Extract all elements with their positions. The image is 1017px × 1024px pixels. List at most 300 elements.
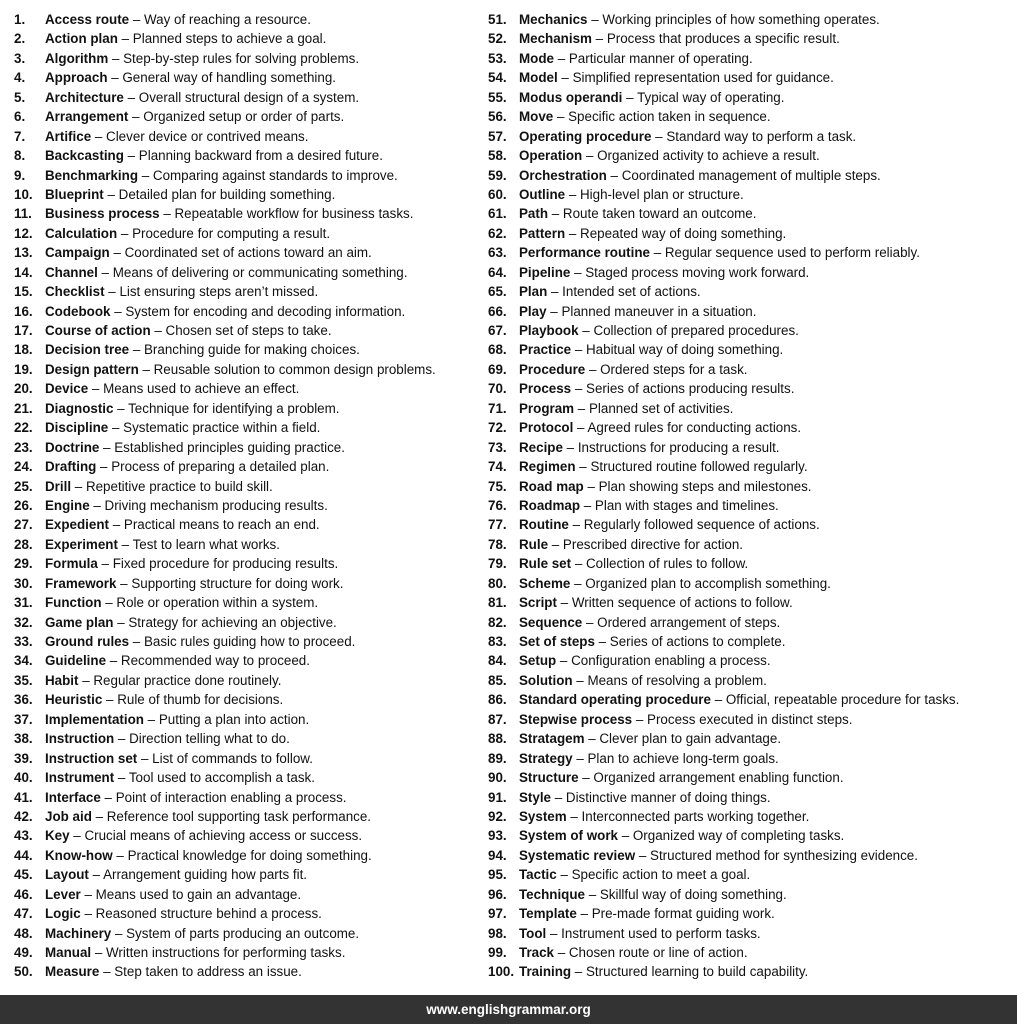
item-term: Formula [45, 556, 98, 572]
item-separator: – [583, 478, 599, 494]
item-term: Stratagem [519, 731, 585, 747]
item-term: Move [519, 109, 554, 125]
item-term: System of work [519, 828, 618, 844]
item-separator: – [548, 206, 563, 222]
list-item [488, 515, 1013, 534]
list-item [14, 846, 484, 865]
list-item [14, 88, 484, 107]
footer-website: www.englishgrammar.org [426, 1002, 591, 1017]
item-separator: – [570, 264, 586, 280]
item-definition: Reasoned structure behind a process. [95, 906, 322, 922]
item-term: Rule [519, 536, 549, 552]
list-item [14, 399, 484, 418]
item-number: 71. [488, 400, 507, 416]
item-term: Function [45, 595, 102, 611]
item-definition: Simplified representation used for guidance. [572, 70, 834, 86]
item-number: 27. [14, 517, 33, 533]
item-number: 99. [488, 945, 507, 960]
item-number: 53. [488, 50, 507, 66]
item-term: Plan [519, 284, 548, 300]
item-term: Mode [519, 50, 554, 66]
item-definition: Official, repeatable procedure for tasks. [725, 692, 960, 708]
item-definition: Tool used to accomplish a task. [128, 770, 315, 786]
item-separator: – [113, 400, 129, 416]
item-definition: Means used to achieve an effect. [103, 381, 300, 397]
list-item [488, 10, 1013, 29]
item-definition: Prescribed directive for action. [562, 536, 744, 552]
item-separator: – [571, 381, 587, 397]
item-number: 4. [14, 70, 26, 86]
item-term: Expedient [45, 517, 109, 533]
list-item [488, 418, 1013, 437]
list-item [488, 710, 1013, 729]
item-number: 95. [488, 867, 507, 883]
item-term: Mechanism [519, 31, 592, 47]
item-term: Lever [45, 886, 81, 902]
list-item [14, 107, 484, 126]
item-definition: Plan showing steps and milestones. [598, 478, 812, 494]
item-term: Instrument [45, 770, 115, 786]
list-item [14, 282, 484, 301]
list-item [14, 574, 484, 593]
list-item [14, 943, 484, 962]
item-separator: – [113, 614, 129, 630]
item-separator: – [591, 31, 607, 47]
item-number: 33. [14, 634, 33, 649]
item-definition: Supporting structure for doing work. [131, 575, 344, 591]
item-separator: – [710, 692, 726, 708]
item-number: 66. [488, 303, 507, 319]
item-term: Doctrine [45, 439, 100, 455]
item-number: 57. [488, 128, 507, 144]
list-item [14, 768, 484, 787]
item-term: Practice [519, 342, 572, 358]
item-term: Guideline [45, 653, 107, 669]
item-definition: Crucial means of achieving access or success. [84, 828, 363, 844]
item-term: Backcasting [45, 148, 124, 164]
item-number: 77. [488, 517, 507, 533]
list-item [488, 127, 1013, 146]
item-definition: Regular practice done routinely. [93, 672, 282, 688]
item-definition: Organized setup or order of parts. [143, 109, 345, 125]
item-number: 93. [488, 828, 507, 844]
item-separator: – [89, 497, 105, 513]
list-item [14, 826, 484, 845]
list-item [488, 379, 1013, 398]
item-number: 76. [488, 497, 507, 513]
item-number: 25. [14, 478, 33, 494]
item-separator: – [91, 808, 107, 824]
item-term: Playbook [519, 323, 579, 338]
list-item [488, 613, 1013, 632]
item-number: 91. [488, 789, 507, 805]
item-number: 36. [14, 692, 33, 708]
item-definition: Driving mechanism producing results. [104, 497, 328, 513]
list-item [14, 477, 484, 496]
list-item [488, 924, 1013, 943]
item-separator: – [80, 886, 96, 902]
item-number: 64. [488, 264, 507, 280]
list-item [14, 865, 484, 884]
item-number: 26. [14, 497, 33, 513]
list-item [14, 651, 484, 670]
item-term: Protocol [519, 420, 574, 436]
item-definition: Specific action to meet a goal. [571, 867, 751, 883]
item-number: 83. [488, 634, 507, 649]
item-separator: – [112, 847, 128, 863]
item-number: 88. [488, 731, 507, 747]
list-item [488, 826, 1013, 845]
item-term: Structure [519, 770, 579, 786]
item-separator: – [575, 459, 591, 475]
list-item [14, 593, 484, 612]
item-definition: Organized plan to accomplish something. [585, 575, 831, 591]
item-term: Operating procedure [519, 128, 652, 144]
item-number: 38. [14, 731, 33, 747]
item-definition: Repeatable workflow for business tasks. [174, 206, 414, 222]
item-term: Pipeline [519, 264, 571, 280]
item-definition: Direction telling what to do. [129, 731, 290, 747]
item-definition: Repetitive practice to build skill. [85, 478, 273, 494]
item-separator: – [108, 50, 124, 66]
list-item [14, 515, 484, 534]
item-number: 19. [14, 361, 33, 377]
item-term: Track [519, 945, 554, 960]
item-separator: – [573, 420, 588, 436]
item-term: Standard operating procedure [519, 692, 711, 708]
item-definition: Organized way of completing tasks. [632, 828, 845, 844]
list-item [488, 690, 1013, 709]
item-term: Machinery [45, 925, 112, 941]
item-term: Scheme [519, 575, 571, 591]
item-definition: Habitual way of doing something. [586, 342, 784, 358]
item-separator: – [138, 361, 154, 377]
term-list [0, 10, 1017, 985]
item-separator: – [129, 634, 144, 649]
item-term: Logic [45, 906, 81, 922]
item-term: Channel [45, 264, 98, 280]
item-number: 46. [14, 886, 33, 902]
item-number: 70. [488, 381, 507, 397]
item-number: 35. [14, 672, 33, 688]
item-definition: Instrument used to perform tasks. [561, 925, 761, 941]
item-separator: – [584, 886, 600, 902]
list-item [488, 535, 1013, 554]
item-term: Outline [519, 186, 566, 202]
item-definition: Regular sequence used to perform reliably. [664, 245, 920, 261]
item-term: Pattern [519, 225, 566, 241]
item-number: 22. [14, 420, 33, 436]
item-number: 75. [488, 478, 507, 494]
list-item [488, 651, 1013, 670]
item-separator: – [632, 711, 648, 727]
item-number: 73. [488, 439, 507, 455]
item-separator: – [102, 692, 118, 708]
item-term: Technique [519, 886, 585, 902]
item-term: Heuristic [45, 692, 103, 708]
item-separator: – [606, 167, 622, 183]
item-number: 29. [14, 556, 33, 572]
item-separator: – [71, 478, 86, 494]
item-number: 28. [14, 536, 33, 552]
item-number: 80. [488, 575, 507, 591]
item-definition: List ensuring steps aren’t missed. [119, 284, 319, 300]
list-item [488, 749, 1013, 768]
item-separator: – [91, 128, 107, 144]
item-term: Know-how [45, 847, 113, 863]
item-definition: Technique for identifying a problem. [128, 400, 340, 416]
item-term: Training [519, 964, 572, 980]
item-definition: Ordered steps for a task. [600, 361, 748, 377]
item-term: Action plan [45, 31, 118, 47]
list-item [14, 632, 484, 651]
list-item [488, 49, 1013, 68]
list-item [488, 865, 1013, 884]
item-definition: Interconnected parts working together. [581, 808, 810, 824]
item-number: 44. [14, 847, 33, 863]
list-item [488, 68, 1013, 87]
list-item [488, 477, 1013, 496]
item-number: 48. [14, 925, 33, 941]
item-number: 97. [488, 906, 507, 922]
item-number: 12. [14, 225, 33, 241]
item-definition: General way of handling something. [122, 70, 337, 86]
item-number: 51. [488, 12, 507, 27]
item-separator: – [117, 536, 133, 552]
item-separator: – [568, 517, 584, 533]
list-item [488, 29, 1013, 48]
list-item [488, 885, 1013, 904]
item-definition: Typical way of operating. [637, 89, 785, 105]
item-definition: Plan with stages and timelines. [594, 497, 779, 513]
item-definition: Detailed plan for building something. [118, 186, 336, 202]
item-number: 79. [488, 556, 507, 572]
item-number: 90. [488, 770, 507, 786]
item-number: 55. [488, 89, 507, 105]
item-term: Modus operandi [519, 89, 623, 105]
right-column [488, 10, 1013, 982]
item-definition: Established principles guiding practice. [114, 439, 345, 455]
item-number: 42. [14, 808, 33, 824]
item-term: Road map [519, 478, 584, 494]
item-term: Drafting [45, 459, 97, 475]
item-definition: Collection of prepared procedures. [593, 323, 799, 338]
item-definition: Process executed in distinct steps. [647, 711, 853, 727]
list-item [488, 438, 1013, 457]
item-separator: – [557, 70, 573, 86]
item-definition: Overall structural design of a system. [138, 89, 360, 105]
item-definition: Means used to gain an advantage. [95, 886, 302, 902]
item-number: 100. [488, 964, 515, 980]
item-number: 3. [14, 50, 26, 66]
item-number: 41. [14, 789, 33, 805]
list-item [488, 943, 1013, 962]
item-separator: – [137, 750, 153, 766]
item-term: Play [519, 303, 547, 319]
item-separator: – [578, 323, 594, 338]
list-item [488, 962, 1013, 981]
item-number: 13. [14, 245, 33, 261]
item-separator: – [123, 89, 139, 105]
item-definition: Plan to achieve long-term goals. [587, 750, 779, 766]
list-item [14, 788, 484, 807]
item-number: 56. [488, 109, 507, 125]
item-separator: – [649, 245, 665, 261]
item-definition: Way of reaching a resource. [144, 12, 311, 27]
item-separator: – [97, 264, 113, 280]
item-term: Mechanics [519, 12, 588, 27]
item-number: 18. [14, 342, 33, 358]
item-separator: – [99, 964, 115, 980]
item-definition: Working principles of how something operates. [602, 12, 880, 27]
item-definition: Chosen route or line of action. [568, 945, 748, 960]
item-term: Program [519, 400, 575, 416]
item-separator: – [576, 906, 592, 922]
item-number: 54. [488, 70, 507, 86]
item-separator: – [548, 536, 563, 552]
item-term: Engine [45, 497, 90, 513]
item-term: Campaign [45, 245, 110, 261]
item-definition: Process of preparing a detailed plan. [111, 459, 330, 475]
item-definition: Practical means to reach an end. [123, 517, 320, 533]
item-separator: – [565, 186, 581, 202]
item-separator: – [617, 828, 633, 844]
item-separator: – [582, 148, 598, 164]
item-separator: – [129, 342, 144, 358]
item-definition: Clever plan to gain advantage. [599, 731, 782, 747]
item-definition: Written instructions for performing tasks. [106, 945, 346, 960]
item-separator: – [571, 342, 587, 358]
item-number: 37. [14, 711, 33, 727]
item-number: 59. [488, 167, 507, 183]
list-item [14, 10, 484, 29]
item-definition: Chosen set of steps to take. [165, 323, 332, 338]
list-item [488, 768, 1013, 787]
list-item [488, 904, 1013, 923]
item-definition: Organized activity to achieve a result. [597, 148, 820, 164]
item-term: Interface [45, 789, 101, 805]
item-definition: Recommended way to proceed. [120, 653, 310, 669]
item-number: 15. [14, 284, 33, 300]
item-term: Framework [45, 575, 117, 591]
item-number: 17. [14, 323, 33, 338]
item-number: 67. [488, 323, 507, 338]
item-separator: – [553, 50, 569, 66]
item-term: Calculation [45, 225, 118, 241]
item-number: 24. [14, 459, 33, 475]
list-item [14, 302, 484, 321]
item-term: Process [519, 381, 572, 397]
list-item [14, 321, 484, 340]
list-item [14, 379, 484, 398]
list-item [14, 204, 484, 223]
item-definition: System of parts producing an outcome. [126, 925, 360, 941]
item-number: 8. [14, 148, 26, 164]
item-separator: – [97, 556, 113, 572]
item-term: Discipline [45, 420, 109, 436]
list-item [14, 418, 484, 437]
list-item [14, 457, 484, 476]
item-term: Approach [45, 70, 108, 86]
item-definition: Process that produces a specific result. [606, 31, 840, 47]
item-separator: – [88, 867, 104, 883]
list-item [488, 263, 1013, 282]
list-item [14, 340, 484, 359]
item-separator: – [570, 575, 586, 591]
item-separator: – [129, 12, 144, 27]
item-separator: – [578, 770, 594, 786]
item-term: Benchmarking [45, 167, 139, 183]
item-number: 7. [14, 128, 26, 144]
list-item [488, 282, 1013, 301]
item-term: Operation [519, 148, 583, 164]
item-definition: Branching guide for making choices. [144, 342, 360, 358]
item-separator: – [117, 225, 133, 241]
item-number: 34. [14, 653, 33, 669]
item-definition: Fixed procedure for producing results. [112, 556, 339, 572]
list-item [14, 496, 484, 515]
item-separator: – [116, 575, 132, 591]
list-item [14, 924, 484, 943]
item-separator: – [104, 284, 120, 300]
item-definition: Collection of rules to follow. [585, 556, 749, 572]
item-separator: – [571, 964, 586, 980]
item-term: Instruction [45, 731, 115, 747]
item-definition: Practical knowledge for doing something. [127, 847, 372, 863]
item-term: Implementation [45, 711, 144, 727]
item-definition: List of commands to follow. [152, 750, 313, 766]
item-definition: Planning backward from a desired future. [138, 148, 383, 164]
item-number: 40. [14, 770, 33, 786]
item-definition: Means of resolving a problem. [587, 672, 767, 688]
item-number: 5. [14, 89, 26, 105]
item-separator: – [580, 497, 595, 513]
item-term: Game plan [45, 614, 114, 630]
item-number: 6. [14, 109, 26, 125]
item-number: 11. [14, 206, 32, 222]
item-separator: – [143, 711, 159, 727]
list-item [488, 243, 1013, 262]
list-item [14, 807, 484, 826]
item-separator: – [582, 614, 598, 630]
item-definition: Particular manner of operating. [568, 50, 753, 66]
item-separator: – [622, 89, 638, 105]
item-number: 96. [488, 886, 507, 902]
list-item [488, 457, 1013, 476]
item-definition: Route taken toward an outcome. [562, 206, 757, 222]
item-term: Setup [519, 653, 557, 669]
item-number: 45. [14, 867, 33, 883]
item-separator: – [99, 439, 115, 455]
item-separator: – [635, 847, 651, 863]
item-term: Business process [45, 206, 160, 222]
item-term: Orchestration [519, 167, 607, 183]
list-item [14, 671, 484, 690]
item-definition: Structured method for synthesizing evidence. [650, 847, 918, 863]
item-term: Measure [45, 964, 100, 980]
item-separator: – [651, 128, 667, 144]
item-separator: – [69, 828, 85, 844]
list-item [488, 302, 1013, 321]
list-item [488, 321, 1013, 340]
list-item [488, 632, 1013, 651]
item-number: 16. [14, 303, 33, 319]
item-definition: Written sequence of actions to follow. [571, 595, 793, 611]
item-separator: – [80, 906, 96, 922]
item-term: Routine [519, 517, 569, 533]
item-term: Manual [45, 945, 92, 960]
list-item [14, 690, 484, 709]
